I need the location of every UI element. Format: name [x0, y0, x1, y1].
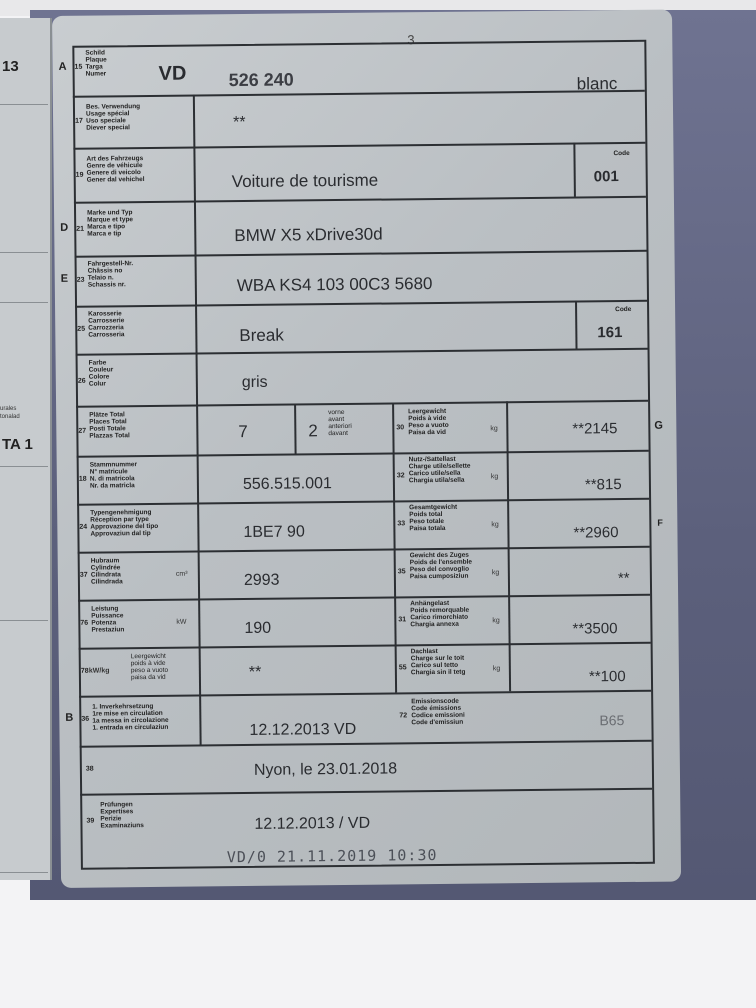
- divider: [0, 252, 48, 253]
- label-total-weight: Gesamtgewicht Poids total Peso totale Paisa totala: [409, 503, 458, 533]
- divider: [0, 620, 48, 621]
- left-small-text: urales: [0, 406, 17, 412]
- unit-kg: kg: [492, 665, 501, 673]
- field-number: 36: [81, 715, 90, 723]
- field-number: 55: [398, 664, 407, 672]
- field-number: 24: [79, 523, 88, 531]
- unit-kg: kg: [490, 425, 498, 433]
- divider: [0, 302, 48, 303]
- field-number: 27: [78, 427, 87, 435]
- label-payload: Nutz-/Sattellast Charge utile/sellette Carico utile/sella Chargia utila/sella: [408, 455, 471, 485]
- field-number: 33: [397, 520, 406, 528]
- unit-kg: kg: [490, 473, 499, 481]
- label-seats: Plätze Total Places Total Posti Totale Plazzas Total: [89, 411, 130, 440]
- label-roof-load: Dachlast Charge sur le toit Carico sul tetto Chargia sin il tetg: [410, 647, 466, 677]
- divider: [0, 104, 48, 105]
- power-value: 190: [244, 619, 272, 638]
- issue-place-date: Nyon, le 23.01.2018: [253, 760, 398, 779]
- label-chassis: Fahrgestell-Nr. Châssis no Telaio n. Schassis nr.: [87, 260, 134, 289]
- label-color: Farbe Couleur Colore Colur: [88, 359, 114, 388]
- label-plate: Schild Plaque Targa Numer: [85, 49, 107, 78]
- code-label: Code: [613, 149, 630, 158]
- unit-kg: kg: [492, 617, 500, 625]
- body-code: 161: [597, 324, 623, 342]
- label-empty-weight: Leergewicht Poids à vide Peso a vuoto Paisa da vid: [408, 407, 449, 437]
- plate-canton: VD: [158, 62, 187, 85]
- plate-number: 526 240: [228, 69, 294, 91]
- label-special-use: Bes. Verwendung Usage spécial Uso speciale Diever special: [85, 103, 141, 132]
- empty-weight-value: **2145: [572, 420, 618, 438]
- field-number: 32: [396, 472, 405, 480]
- roof-load-value: **100: [588, 668, 626, 686]
- seats-front-value: 2: [308, 421, 318, 441]
- label-displacement: Hubraum Cylindrée Cilindrata Cilindrada: [90, 557, 123, 586]
- inspection-value: 12.12.2013 / VD: [254, 814, 371, 833]
- label-emission-code: Emissionscode Code émissions Codice emissioni Code d'emissiun: [411, 697, 465, 727]
- body-value: Break: [239, 325, 284, 346]
- field-number: 37: [79, 571, 88, 579]
- train-weight-value: **: [617, 569, 630, 588]
- left-page-fragment: [0, 18, 52, 880]
- color-value: gris: [241, 373, 268, 392]
- label-type-approval: Typengenehmigung Réception par type Approvazione del tipo Approvaziun dal tip: [90, 508, 159, 538]
- left-side-label: TA 1: [2, 436, 33, 453]
- field-number: 30: [396, 424, 405, 432]
- first-registration-value: 12.12.2013 VD: [249, 720, 357, 739]
- label-train-weight: Gewicht des Zuges Poids de l'ensemble Peso del convoglio Paisa cumposiziun: [409, 551, 473, 581]
- page-number: 3: [407, 32, 415, 48]
- code-label: Code: [615, 305, 632, 314]
- field-number: 39: [86, 817, 95, 825]
- power-weight-value: **: [248, 663, 262, 681]
- towing-weight-value: **3500: [572, 620, 618, 638]
- field-number: 25: [77, 325, 86, 333]
- field-number: 15: [74, 63, 83, 71]
- letter-g: G: [654, 419, 663, 432]
- unit-kg: kg: [491, 521, 499, 529]
- field-number: 31: [398, 616, 407, 624]
- registration-card: [52, 10, 681, 888]
- field-number: 76: [80, 619, 89, 627]
- total-weight-value: **2960: [573, 524, 619, 542]
- divider: [0, 872, 48, 873]
- label-power: Leistung Puissance Potenza Prestaziun: [91, 605, 125, 634]
- payload-value: **815: [584, 476, 622, 494]
- label-body: Karosserie Carrosserie Carrozzeria Carrosseria: [88, 310, 125, 339]
- letter-d: D: [60, 221, 69, 234]
- letter-f: F: [657, 517, 663, 528]
- label-towing-weight: Anhängelast Poids remorquable Carico rimorchiato Chargia annexa: [410, 599, 470, 629]
- field-number: 17: [75, 117, 83, 125]
- unit-cm3: cm³: [175, 570, 188, 578]
- seats-total-value: 7: [238, 421, 248, 442]
- label-registration-number: Stammnummer N° matricule N. di matricola Nr. da matricla: [89, 461, 138, 490]
- field-number: 72: [399, 712, 408, 720]
- make-model-value: BMW X5 xDrive30d: [234, 224, 383, 246]
- label-inspections: Prüfungen Expertises Perizie Examinaziuns: [100, 801, 144, 830]
- field-number: 78: [80, 667, 89, 675]
- field-number: 21: [76, 225, 85, 233]
- chassis-number-value: WBA KS4 103 00C3 5680: [236, 274, 433, 296]
- date-stamp: VD/0 21.11.2019 10:30: [226, 846, 438, 867]
- vehicle-type-code: 001: [593, 168, 619, 186]
- label-vehicle-type: Art des Fahrzeugs Genre de véhicule Genere di veicolo Gener dal vehichel: [86, 155, 145, 184]
- letter-e: E: [60, 272, 69, 285]
- letter-a: A: [58, 60, 67, 73]
- special-use-value: **: [233, 113, 246, 132]
- field-number: 26: [77, 377, 86, 385]
- plate-color: blanc: [576, 74, 618, 94]
- type-approval-value: 1BE7 90: [243, 523, 305, 542]
- label-seats-front: vorne avant anteriori davant: [328, 408, 352, 438]
- unit-kg: kg: [491, 569, 500, 577]
- vehicle-type-value: Voiture de tourisme: [231, 170, 379, 192]
- field-number: 18: [78, 475, 87, 483]
- field-number: 35: [397, 568, 406, 576]
- left-small-text: tonalad: [0, 414, 20, 420]
- label-power-weight: Leergewicht poids à vide peso a vuoto paisa da vid: [130, 652, 169, 682]
- label-first-registration: 1. Inverkehrsetzung 1re mise en circulation 1a messa in circolazione 1. entrada en circulaziun: [92, 702, 169, 732]
- field-number: 23: [76, 276, 85, 284]
- divider: [0, 466, 48, 467]
- label-make-model: Marke und Typ Marque et type Marca e tipo Marca e tip: [87, 209, 134, 238]
- left-page-number: 13: [2, 58, 19, 75]
- emission-code-value: B65: [599, 712, 625, 729]
- registration-number-value: 556.515.001: [242, 475, 332, 494]
- field-number: 38: [85, 765, 94, 773]
- unit-kw: kW: [176, 618, 187, 626]
- unit-kw-kg: kW/kg: [88, 667, 110, 675]
- letter-b: B: [65, 711, 74, 724]
- field-number: 19: [75, 171, 84, 179]
- displacement-value: 2993: [243, 571, 280, 590]
